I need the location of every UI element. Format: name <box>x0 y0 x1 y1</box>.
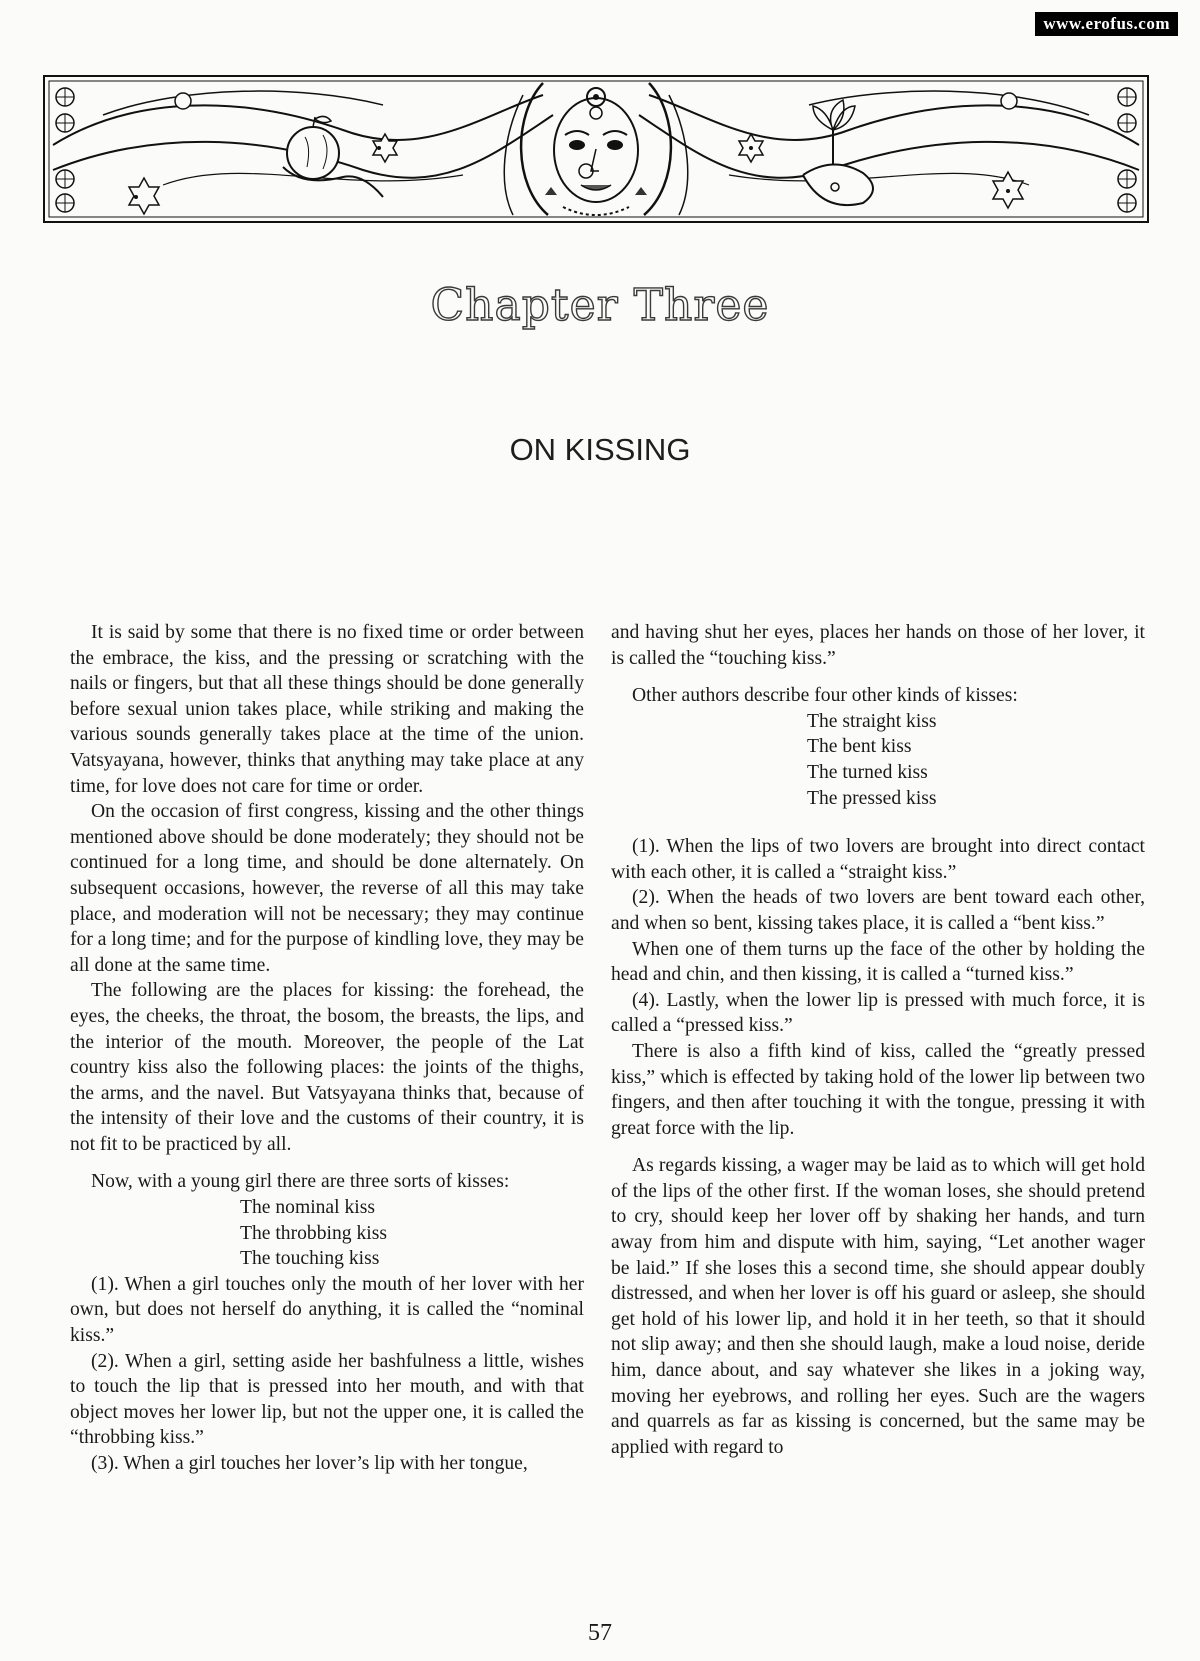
section-title: ON KISSING <box>509 432 691 467</box>
paragraph: (2). When the heads of two lovers are bent toward each other, and when so bent, kissing takes place, it is called a “bent kiss.” <box>611 887 1145 934</box>
paragraph: (3). When a girl touches her lover’s lip with her tongue, <box>91 1453 528 1474</box>
paragraph: Now, with a young girl there are three sorts of kisses: <box>91 1171 510 1193</box>
paragraph: (1). When a girl touches only the mouth of her lover with her own, but does not herself do anything, it is called the “nominal kiss.” <box>70 1273 584 1347</box>
left-column <box>70 620 584 1477</box>
chapter-title: Chapter Three <box>430 280 770 331</box>
paragraph: There is also a fifth kind of kiss, called the “greatly pressed kiss,” which is effected by taking hold of the lower lip between two fingers, and then after touching it with the tongue, pressing it with great force with the lip. <box>611 1040 1145 1139</box>
paragraph: (1). When the lips of two lovers are brought into direct contact with each other, it is called a “straight kiss.” <box>611 836 1145 883</box>
list-item: The nominal kiss <box>240 1197 375 1219</box>
list-item: The straight kiss <box>807 710 937 732</box>
kiss-list <box>611 709 1145 811</box>
watermark-label: www.erofus.com <box>1035 12 1178 36</box>
paragraph: (2). When a girl, setting aside her bashfulness a little, wishes to touch the lip that is pressed into her mouth, and with that object moves her lower lip, but not the upper one, it is called the “throbbing kiss.” <box>70 1350 584 1449</box>
paragraph: The following are the places for kissing: the forehead, the eyes, the cheeks, the throat, the bosom, the breasts, the lips, and the interior of the mouth. Moreover, the people of the Lat country kiss also the following places: the joints of the thighs, the arms, and the navel. But Vatsyayana thinks that, because of the intensity of their love and the customs of their country, it is not fit to be practiced by all. <box>70 980 584 1155</box>
paragraph: On the occasion of first congress, kissing and the other things mentioned above should be done moderately; they should not be continued for a long time, and should be done alternately. On subsequent occasions, however, the reverse of all this may take place, and moderation will not be necessary; they may continue for a long time; and for the purpose of kindling love, they may be all done at the same time. <box>70 801 584 976</box>
right-column <box>611 620 1145 1460</box>
decorative-banner-illustration <box>43 75 1149 223</box>
list-item: The pressed kiss <box>807 787 937 809</box>
page-number: 57 <box>588 1620 612 1646</box>
paragraph: (4). Lastly, when the lower lip is pressed with much force, it is called a “pressed kiss.” <box>611 989 1145 1037</box>
list-item: The bent kiss <box>807 736 912 758</box>
paragraph: Other authors describe four other kinds of kisses: <box>632 685 1018 707</box>
paragraph: When one of them turns up the face of the other by holding the head and chin, and then kissing, it is called a “turned kiss.” <box>611 938 1145 986</box>
list-item: The touching kiss <box>240 1248 380 1270</box>
paragraph: and having shut her eyes, places her hands on those of her lover, it is called the “touching kiss.” <box>611 622 1145 669</box>
kiss-list <box>70 1195 584 1272</box>
list-item: The throbbing kiss <box>240 1222 387 1244</box>
list-item: The turned kiss <box>807 761 928 783</box>
paragraph: As regards kissing, a wager may be laid as to which will get hold of the lips of the other first. If the woman loses, she should pretend to cry, should keep her lover off by shaking her hands, and turn away from him and dispute with him, saying, “Let another wager be laid.” If she loses this a second time, she should appear doubly distressed, and when her lover is off his guard or asleep, she should get hold of his lower lip, and hold it in her teeth, so that it should not slip away; and then she should laugh, make a loud noise, deride him, dance about, and say whatever she likes in a joking way, moving her eyebrows, and rolling her eyes. Such are the wagers and quarrels as far as kissing is concerned, but the same may be applied with regard to <box>611 1155 1145 1458</box>
paragraph: It is said by some that there is no fixed time or order between the embrace, the kiss, and the pressing or scratching with the nails or fingers, but that all these things should be done generally before sexual union takes place, while striking and making the various sounds generally takes place at the time of the union. Vatsyayana, however, thinks that anything may take place at any time, for love does not care for time or order. <box>70 622 584 797</box>
